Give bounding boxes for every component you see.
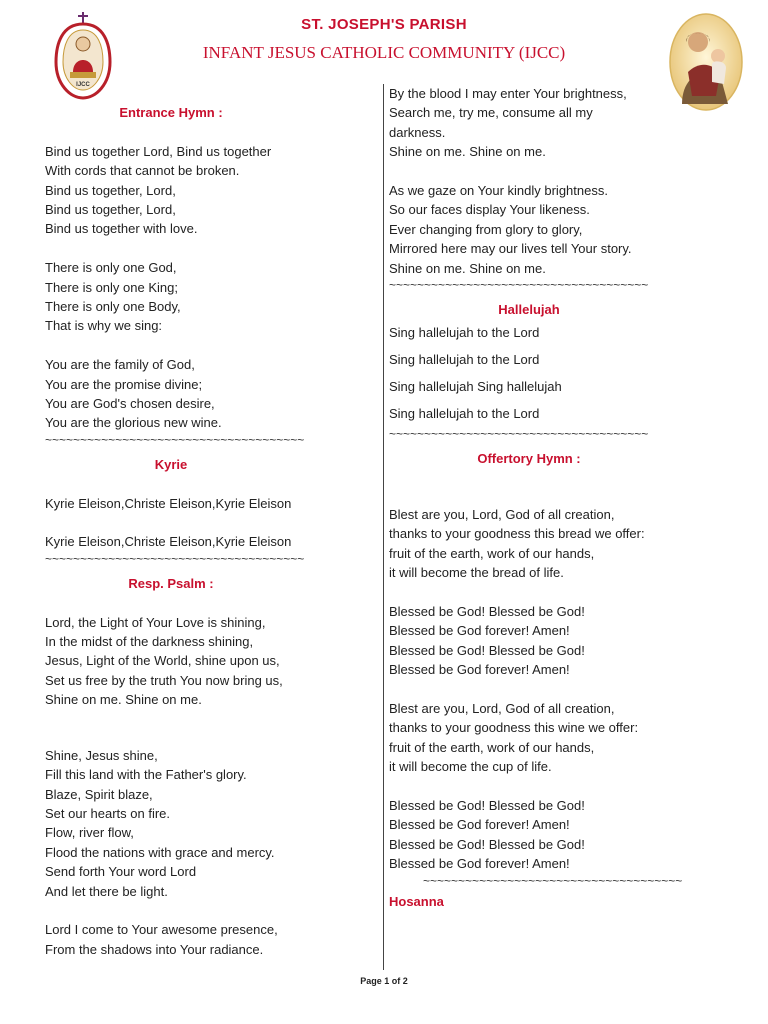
community-title: INFANT JESUS CATHOLIC COMMUNITY (IJCC) xyxy=(202,43,566,62)
lyric-line: In the midst of the darkness shining, xyxy=(45,634,254,650)
lyric-line: Set us free by the truth You now bring us, xyxy=(45,672,283,688)
lyric-line: thanks to your goodness this wine we offer: xyxy=(389,720,639,736)
lyric-line: Sing hallelujah Sing hallelujah xyxy=(389,379,562,395)
lyric-line: Shine, Jesus shine, xyxy=(45,747,158,763)
offertory-verse-1 xyxy=(389,505,729,583)
lyric-line: fruit of the earth, work of our hands, xyxy=(389,739,595,755)
lyric-line: Blessed be God forever! Amen! xyxy=(389,623,570,639)
separator: ~~~~~~~~~~~~~~~~~~~~~~~~~~~~~~~~~~~~~ xyxy=(45,551,305,566)
lyric-line: From the shadows into Your radiance. xyxy=(45,941,264,957)
resp-psalm-heading: Resp. Psalm : xyxy=(128,575,214,591)
offertory-verse-3 xyxy=(389,699,729,777)
lyric-line: Jesus, Light of the World, shine upon us, xyxy=(45,653,280,669)
lyric-line: Sing hallelujah to the Lord xyxy=(389,352,540,368)
lyric-line: Flood the nations with grace and mercy. xyxy=(45,844,275,860)
lyric-line: Lord, the Light of Your Love is shining, xyxy=(45,614,266,630)
lyric-line: Kyrie Eleison,Christe Eleison,Kyrie Eleison xyxy=(45,495,292,511)
lyric-line: Sing hallelujah to the Lord xyxy=(389,325,540,341)
lyric-line: Blest are you, Lord, God of all creation, xyxy=(389,700,615,716)
lyric-line: There is only one God, xyxy=(45,260,177,276)
offertory-hymn-heading: Offertory Hymn : xyxy=(477,451,581,467)
psalm-verse-1 xyxy=(45,613,375,710)
parish-title: ST. JOSEPH'S PARISH xyxy=(301,16,467,33)
ijcc-logo-icon xyxy=(52,10,114,102)
lyric-line: By the blood I may enter Your brightness, xyxy=(389,86,627,101)
lyric-line: And let there be light. xyxy=(45,883,168,899)
hallelujah-lines xyxy=(389,319,729,427)
lyric-line: Blessed be God forever! Amen! xyxy=(389,856,570,872)
lyric-line: it will become the bread of life. xyxy=(389,565,564,581)
entrance-verse-1 xyxy=(45,142,375,239)
lyric-line: Blaze, Spirit blaze, xyxy=(45,786,153,802)
left-column xyxy=(45,103,375,959)
lyric-line: You are God's chosen desire, xyxy=(45,396,215,412)
lyric-line: There is only one Body, xyxy=(45,299,181,315)
lyric-line: Fill this land with the Father's glory. xyxy=(45,767,247,783)
lyric-line: thanks to your goodness this bread we offer: xyxy=(389,526,645,542)
separator: ~~~~~~~~~~~~~~~~~~~~~~~~~~~~~~~~~~~~~ xyxy=(389,278,649,293)
lyric-line: There is only one King; xyxy=(45,279,178,295)
kyrie-heading: Kyrie xyxy=(154,456,188,472)
hosanna-heading: Hosanna xyxy=(389,893,444,909)
lyric-line: Send forth Your word Lord xyxy=(45,864,197,880)
lyric-line: Blessed be God! Blessed be God! xyxy=(389,836,585,852)
lyric-line: Bind us together with love. xyxy=(45,221,198,237)
lyric-line: You are the glorious new wine. xyxy=(45,415,222,431)
lyric-line: Shine on me. Shine on me. xyxy=(45,692,202,708)
lyric-line: Sing hallelujah to the Lord xyxy=(389,406,540,422)
lyric-line: Bind us together Lord, Bind us together xyxy=(45,143,272,159)
lyric-line: You are the family of God, xyxy=(45,357,195,373)
lyric-line: darkness. xyxy=(389,124,446,140)
lyric-line: That is why we sing: xyxy=(45,318,163,334)
lyric-line: Blessed be God forever! Amen! xyxy=(389,662,570,678)
psalm-verse-2 xyxy=(45,746,375,901)
lyric-line: With cords that cannot be broken. xyxy=(45,163,240,179)
offertory-verse-4 xyxy=(389,796,729,874)
entrance-hymn-heading: Entrance Hymn : xyxy=(119,105,223,120)
lyric-line: Search me, try me, consume all my xyxy=(389,105,593,121)
page-number: Page 1 of 2 xyxy=(360,976,408,986)
hallelujah-heading: Hallelujah xyxy=(498,302,560,318)
right-column xyxy=(389,84,729,911)
lyric-line: Blest are you, Lord, God of all creation, xyxy=(389,506,615,522)
lyric-line: Mirrored here may our lives tell Your story. xyxy=(389,241,632,257)
column-divider xyxy=(383,84,384,970)
separator: ~~~~~~~~~~~~~~~~~~~~~~~~~~~~~~~~~~~~~ xyxy=(423,873,683,888)
lyric-line: Blessed be God! Blessed be God! xyxy=(389,642,585,658)
lyric-line: Shine on me. Shine on me. xyxy=(389,260,546,276)
lyric-line: Set our hearts on fire. xyxy=(45,805,171,821)
lyric-line: Shine on me. Shine on me. xyxy=(389,144,546,160)
lyric-line: Blessed be God forever! Amen! xyxy=(389,817,570,833)
lyric-line: Bind us together, Lord, xyxy=(45,182,176,198)
lyric-line: Kyrie Eleison,Christe Eleison,Kyrie Eleison xyxy=(45,534,292,550)
psalm-verse-3 xyxy=(45,920,375,959)
lyric-line: You are the promise divine; xyxy=(45,376,203,392)
lyric-line: Blessed be God! Blessed be God! xyxy=(389,603,585,619)
lyric-line: As we gaze on Your kindly brightness. xyxy=(389,183,608,199)
lyric-line: Bind us together, Lord, xyxy=(45,202,176,218)
lyric-line: Flow, river flow, xyxy=(45,825,134,841)
psalm-cont-verse-2 xyxy=(389,181,729,278)
lyric-line: Ever changing from glory to glory, xyxy=(389,221,583,237)
offertory-verse-2 xyxy=(389,602,729,680)
separator: ~~~~~~~~~~~~~~~~~~~~~~~~~~~~~~~~~~~~~ xyxy=(389,427,649,442)
lyric-line: Lord I come to Your awesome presence, xyxy=(45,922,278,938)
logo-text: IJCC xyxy=(76,82,90,88)
lyric-line: it will become the cup of life. xyxy=(389,759,552,775)
lyric-line: Blessed be God! Blessed be God! xyxy=(389,797,585,813)
psalm-cont-verse-1 xyxy=(389,84,729,162)
entrance-verse-3 xyxy=(45,355,375,433)
lyric-line: So our faces display Your likeness. xyxy=(389,202,590,218)
separator: ~~~~~~~~~~~~~~~~~~~~~~~~~~~~~~~~~~~~~ xyxy=(45,432,305,447)
lyric-line: fruit of the earth, work of our hands, xyxy=(389,545,595,561)
entrance-verse-2 xyxy=(45,258,375,336)
